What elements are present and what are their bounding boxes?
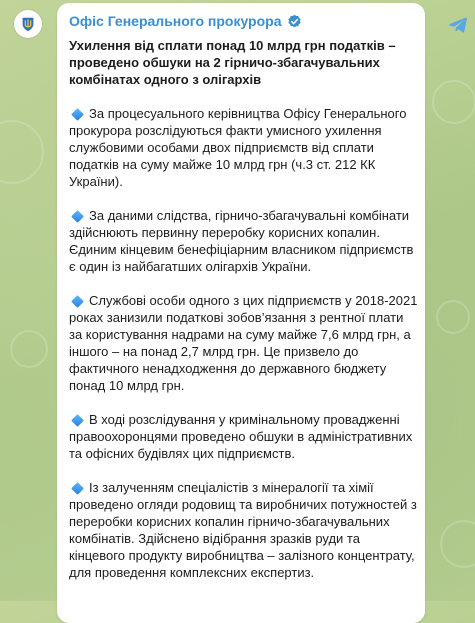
post-headline: Ухилення від сплати понад 10 млрд грн податків – проведено обшуки на 2 гірничо-збагачувальних комбінатах одного з олігархів	[69, 38, 396, 87]
background-pattern	[440, 520, 475, 568]
channel-name[interactable]: Офіс Генерального прокурора	[69, 13, 282, 29]
blue-diamond-icon	[71, 295, 84, 308]
blue-diamond-icon	[71, 210, 84, 223]
background-pattern	[10, 330, 48, 368]
background-pattern	[436, 300, 470, 334]
telegram-share-icon[interactable]	[447, 14, 469, 36]
verified-badge-icon	[287, 14, 302, 29]
blue-diamond-icon	[71, 108, 84, 121]
ukraine-trident-emblem-icon	[19, 15, 37, 33]
post-paragraph: За процесуального керівництва Офісу Генерального прокурора розслідуються факти умисного ухилення службовими особами двох підприємств від сплати податків на суму майже 10 млрд грн (ч.3 ст. 212 КК України).	[69, 106, 407, 189]
blue-diamond-icon	[71, 414, 84, 427]
message-bubble	[57, 3, 425, 623]
post-paragraph: За даними слідства, гірничо-збагачувальні комбінати здійснюють первинну переробку корисних копалин. Єдиним кінцевим бенефіціарним власником підприємств є один із найбагатших олігархів України.	[69, 208, 414, 274]
background-pattern	[432, 80, 475, 124]
blue-diamond-icon	[71, 482, 84, 495]
background-pattern	[0, 120, 44, 184]
message-text	[69, 37, 419, 598]
post-paragraph: Службові особи одного з цих підприємств у 2018-2021 роках занизили податкові зобов’язання з рентної плати за користування надрами на суму майже 7,6 млрд грн, а іншого – на понад 2,7 млрд грн. Це призвело до фактичного ненадходження до державного бюджету понад 10 млрд грн.	[69, 293, 418, 393]
post-paragraph: Із залученням спеціалістів з мінералогії та хімії проведено огляди родовищ та виробничих потужностей з переробки корисних копалин гірничо-збагачувальних комбінатів. Здійснено відібрання зразків руди та кінцевого продукту виробництва – залізного концентрату, для проведення комплексних експертиз.	[69, 480, 417, 580]
message-header	[69, 12, 302, 30]
channel-avatar[interactable]	[14, 10, 42, 38]
post-paragraph: В ході розслідування у кримінальному провадженні правоохоронцями проведено обшуки в адміністративних та офісних будівлях цих підприємств.	[69, 412, 413, 461]
